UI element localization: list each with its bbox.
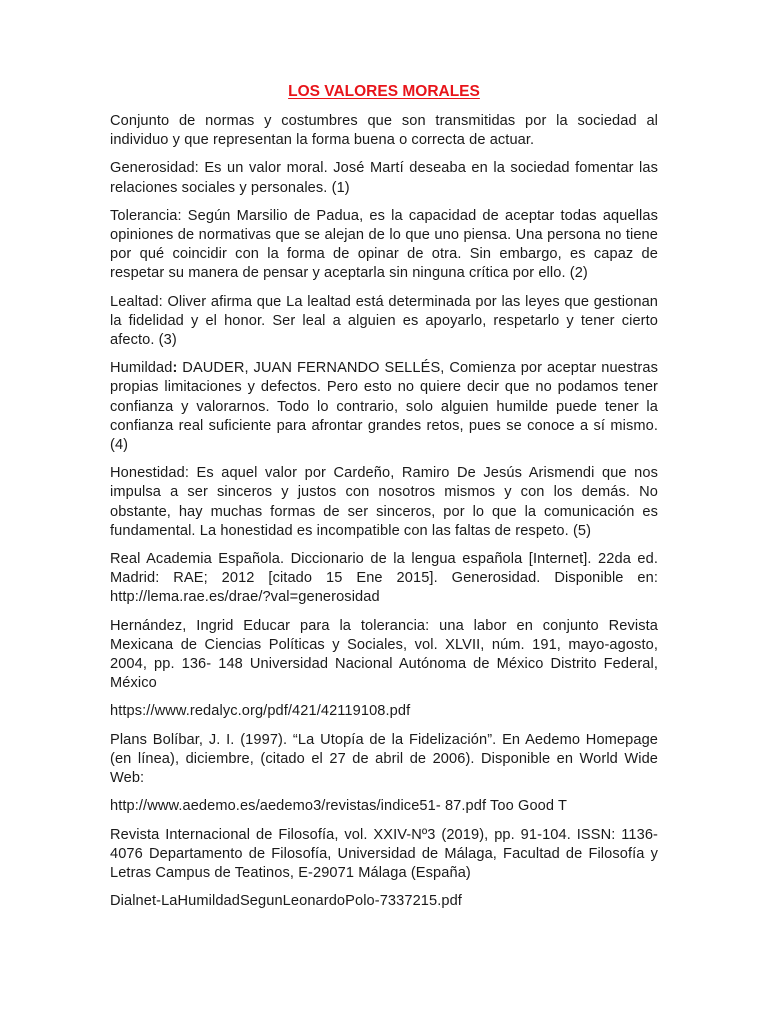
reference-revista-filosofia: Revista Internacional de Filosofía, vol. XXIV-Nº3 (2019), pp. 91-104. ISSN: 1136-4076 Departamento de Filosofía, Universidad de Málaga, Facultad de Filosofía y Letras Campus de Teatinos, E-29071 Málaga (España) xyxy=(110,826,658,881)
paragraph-lealtad: Lealtad: Oliver afirma que La lealtad está determinada por las leyes que gestionan la fidelidad y el honor. Ser leal a alguien es apoyarlo, respetarlo y tener cierto afecto. (3) xyxy=(110,293,658,349)
humildad-colon: : xyxy=(172,360,178,377)
reference-hernandez: Hernández, Ingrid Educar para la tolerancia: una labor en conjunto Revista Mexicana de Ciencias Políticas y Sociales, vol. XLVII, núm. 191, mayo-agosto, 2004, pp. 136- 148 Universidad Nacional Autónoma de México Distrito Federal, México xyxy=(110,617,658,692)
paragraph-intro: Conjunto de normas y costumbres que son transmitidas por la sociedad al individuo y que representan la forma buena o correcta de actuar. xyxy=(110,113,658,149)
reference-dialnet-file: Dialnet-LaHumildadSegunLeonardoPolo-7337215.pdf xyxy=(110,893,462,910)
humildad-label: Humildad xyxy=(110,360,173,377)
paragraph-generosidad: Generosidad: Es un valor moral. José Martí deseaba en la sociedad fomentar las relaciones sociales y personales. (1) xyxy=(110,160,658,196)
paragraph-tolerancia: Tolerancia: Según Marsilio de Padua, es la capacidad de aceptar todas aquellas opiniones de normativas que se alejan de lo que uno piensa. Una persona no tiene por qué coincidir con la forma de opinar de otra. Sin embargo, es capaz de respetar su manera de pensar y aceptarla sin ninguna crítica por ello. (2) xyxy=(110,207,658,282)
reference-plans-bolibar: Plans Bolíbar, J. I. (1997). “La Utopía de la Fidelización”. En Aedemo Homepage (en línea), diciembre, (citado el 27 de abril de 2006). Disponible en World Wide Web: xyxy=(110,731,658,787)
paragraph-humildad xyxy=(110,359,658,455)
humildad-text: DAUDER, JUAN FERNANDO SELLÉS, Comienza por aceptar nuestras propias limitaciones y defectos. Pero esto no quiere decir que no podamos tener confianza y valorarnos. Todo lo contrario, solo alguien humilde puede tener la confianza real suficiente para afrontar grandes retos, pues se conoce a sí mismo. (4) xyxy=(110,360,658,454)
reference-aedemo-url: http://www.aedemo.es/aedemo3/revistas/indice51- 87.pdf Too Good T xyxy=(110,798,568,815)
document-page xyxy=(110,80,658,920)
reference-rae: Real Academia Española. Diccionario de la lengua española [Internet]. 22da ed. Madrid: RAE; 2012 [citado 15 Ene 2015]. Generosidad. Disponible en: http://lema.rae.es/drae/?val=generosidad xyxy=(110,551,658,606)
document-title: LOS VALORES MORALES xyxy=(288,83,480,100)
paragraph-honestidad: Honestidad: Es aquel valor por Cardeño, Ramiro De Jesús Arismendi que nos impulsa a ser sinceros y justos con nosotros mismos y con los demás. No obstante, hay muchas formas de ser sinceros, por lo que la comunicación es fundamental. La honestidad es incompatible con las faltas de respeto. (5) xyxy=(110,465,658,539)
reference-redalyc-url: https://www.redalyc.org/pdf/421/42119108.pdf xyxy=(110,703,411,720)
